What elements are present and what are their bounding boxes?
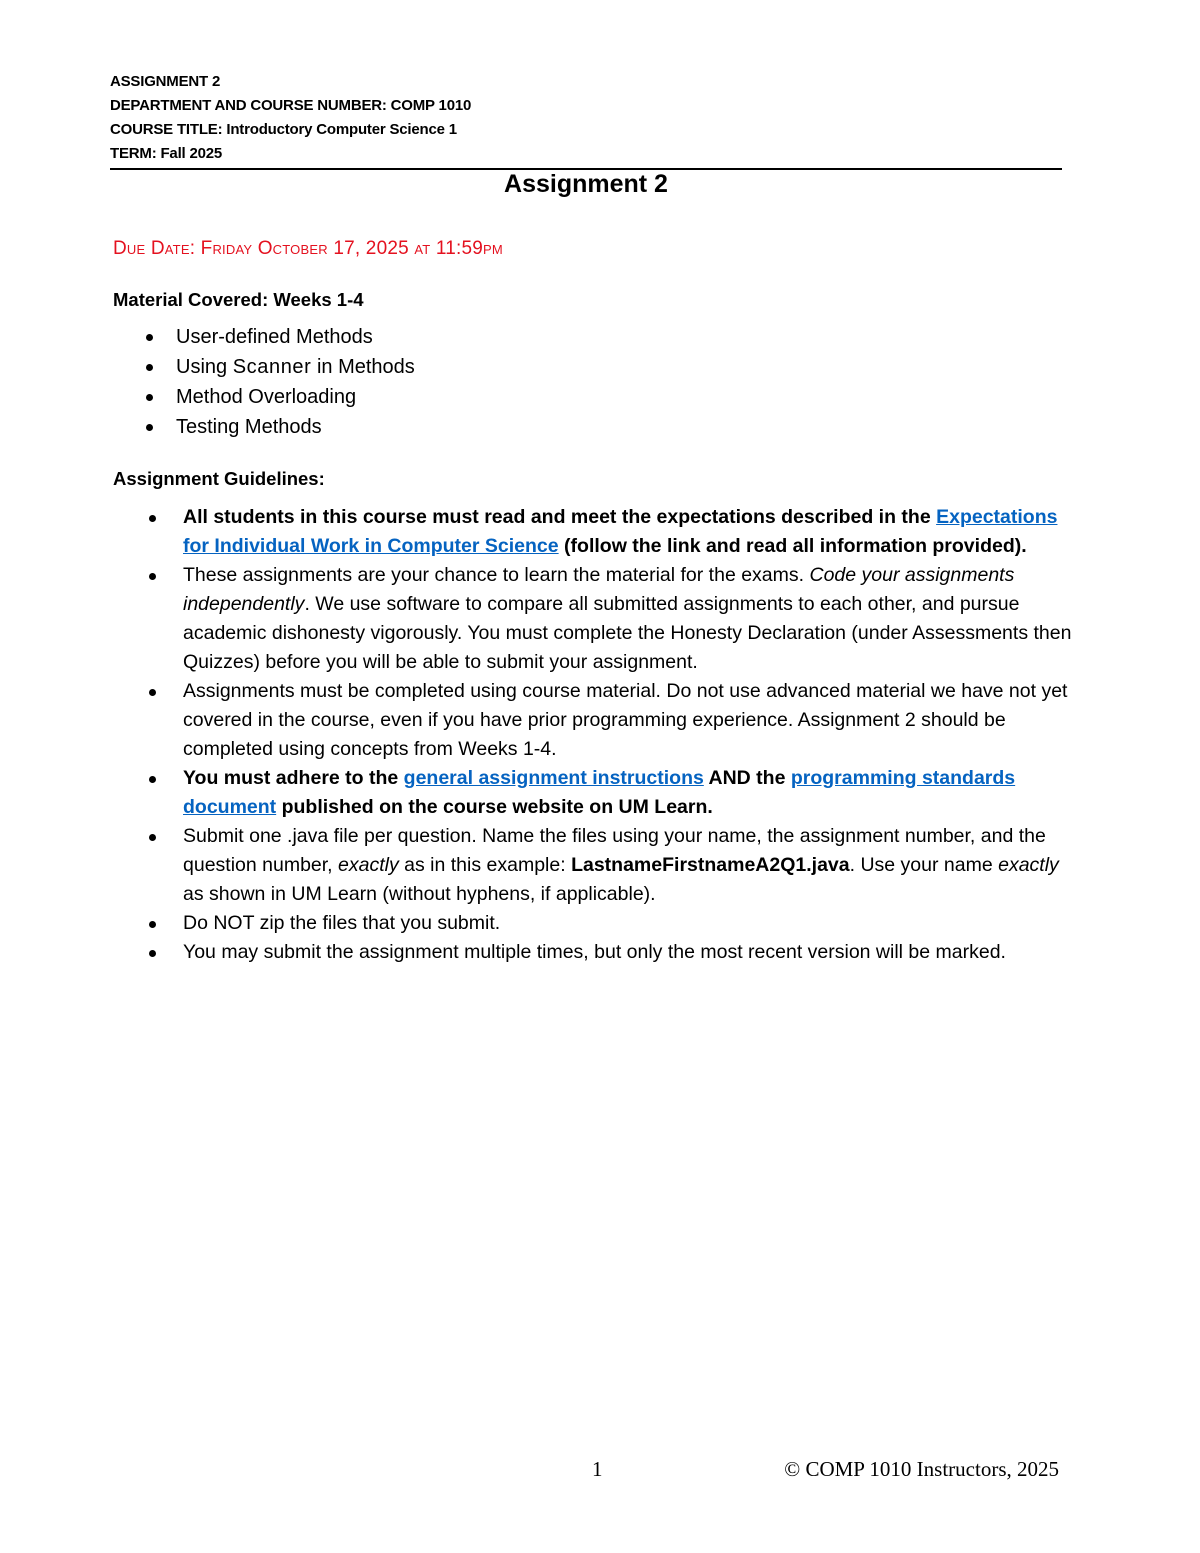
due-label: Due Date: Friday October — [113, 238, 328, 259]
due-ampm: pm — [483, 238, 503, 259]
scanner-code: Scanner — [232, 356, 312, 378]
guidelines-heading: Assignment Guidelines: — [113, 468, 325, 489]
list-item: These assignments are your chance to learn the material for the exams. Code your assignments independently. We use software to compare all submitted assignments to each other, and pursue academic dishonesty vigorously. You must complete the Honesty Declaration (under Assessments then Quizzes) before you will be able to submit your assignment. — [113, 561, 1073, 677]
list-item: You must adhere to the general assignment instructions AND the programming standards document published on the course website on UM Learn. — [113, 764, 1073, 822]
expectations-link[interactable]: Expectations for Individual Work in Computer Science — [183, 506, 1058, 557]
header-term: TERM: Fall 2025 — [110, 145, 223, 162]
general-instructions-link[interactable]: general assignment instructions — [403, 767, 704, 789]
due-date — [113, 238, 503, 260]
document-header — [110, 70, 1062, 170]
list-item: Submit one .java file per question. Name the files using your name, the assignment number, and the question number, exactly as in this example: LastnameFirstnameA2Q1.java. Use your name exactly as shown in UM Learn (without hyphens, if applicable). — [113, 822, 1073, 909]
list-item: All students in this course must read and meet the expectations described in the Expectations for Individual Work in Computer Science (follow the link and read all information provided). — [113, 503, 1073, 561]
list-item: Assignments must be completed using course material. Do not use advanced material we have not yet covered in the course, even if you have prior programming experience. Assignment 2 should be completed using concepts from Weeks 1-4. — [113, 677, 1073, 764]
page-number: 1 — [592, 1457, 603, 1481]
list-item: Method Overloading — [113, 382, 415, 412]
due-time: 11:59 — [435, 238, 484, 259]
material-list — [113, 322, 415, 442]
due-at: at — [414, 238, 431, 259]
filename-example: LastnameFirstnameA2Q1.java — [571, 854, 850, 876]
page-title: Assignment 2 — [504, 170, 668, 198]
list-item: Using Scanner in Methods — [113, 352, 415, 382]
due-date-value: 17, 2025 — [333, 238, 409, 259]
material-heading: Material Covered: Weeks 1-4 — [113, 289, 364, 310]
guidelines-list — [113, 503, 1073, 967]
list-item: User-defined Methods — [113, 322, 415, 352]
programming-standards-link[interactable]: programming standards document — [183, 767, 1016, 818]
list-item: Do NOT zip the files that you submit. — [113, 909, 1073, 938]
footer-copyright: © COMP 1010 Instructors, 2025 — [784, 1457, 1059, 1481]
header-course-title: COURSE TITLE: Introductory Computer Science 1 — [110, 121, 457, 138]
list-item: You may submit the assignment multiple times, but only the most recent version will be marked. — [113, 938, 1073, 967]
list-item: Testing Methods — [113, 412, 415, 442]
header-department: DEPARTMENT AND COURSE NUMBER: COMP 1010 — [110, 97, 472, 114]
header-assignment: ASSIGNMENT 2 — [110, 73, 221, 90]
